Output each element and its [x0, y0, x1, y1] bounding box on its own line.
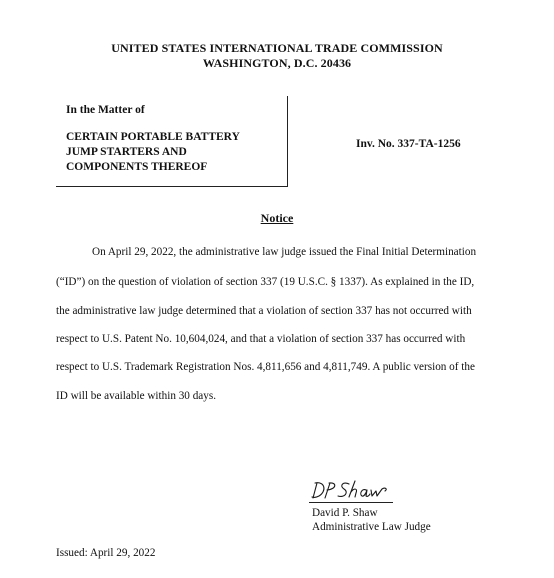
investigation-number: Inv. No. 337-TA-1256 [356, 138, 461, 150]
notice-body-line: (“ID”) on the question of violation of section 337 (19 U.S.C. § 1337). As explained in the ID, [56, 276, 475, 288]
notice-title: Notice [260, 211, 294, 225]
caption-title-line: CERTAIN PORTABLE BATTERY [66, 131, 240, 143]
issued-date: Issued: April 29, 2022 [56, 547, 156, 559]
agency-name: UNITED STATES INTERNATIONAL TRADE COMMISSION [111, 41, 443, 55]
notice-body-line: the administrative law judge determined that a violation of section 337 has not occurred with [56, 305, 472, 317]
case-caption-box [56, 96, 288, 187]
caption-title-line: JUMP STARTERS AND [66, 146, 187, 158]
signature-line [309, 502, 393, 503]
notice-body-line: respect to U.S. Patent No. 10,604,024, and that a violation of section 337 has occurred with [56, 333, 466, 345]
notice-body-line: On April 29, 2022, the administrative law judge issued the Final Initial Determination [92, 246, 477, 258]
signer-title: Administrative Law Judge [312, 521, 431, 533]
notice-body-line: respect to U.S. Trademark Registration Nos. 4,811,656 and 4,811,749. A public version of the [56, 361, 475, 373]
handwritten-signature [309, 477, 401, 503]
caption-matter-label: In the Matter of [66, 104, 145, 116]
signer-name: David P. Shaw [312, 507, 378, 519]
agency-address: WASHINGTON, D.C. 20436 [202, 56, 352, 70]
notice-body-line: ID will be available within 30 days. [56, 390, 217, 402]
caption-title-line: COMPONENTS THEREOF [66, 161, 208, 173]
